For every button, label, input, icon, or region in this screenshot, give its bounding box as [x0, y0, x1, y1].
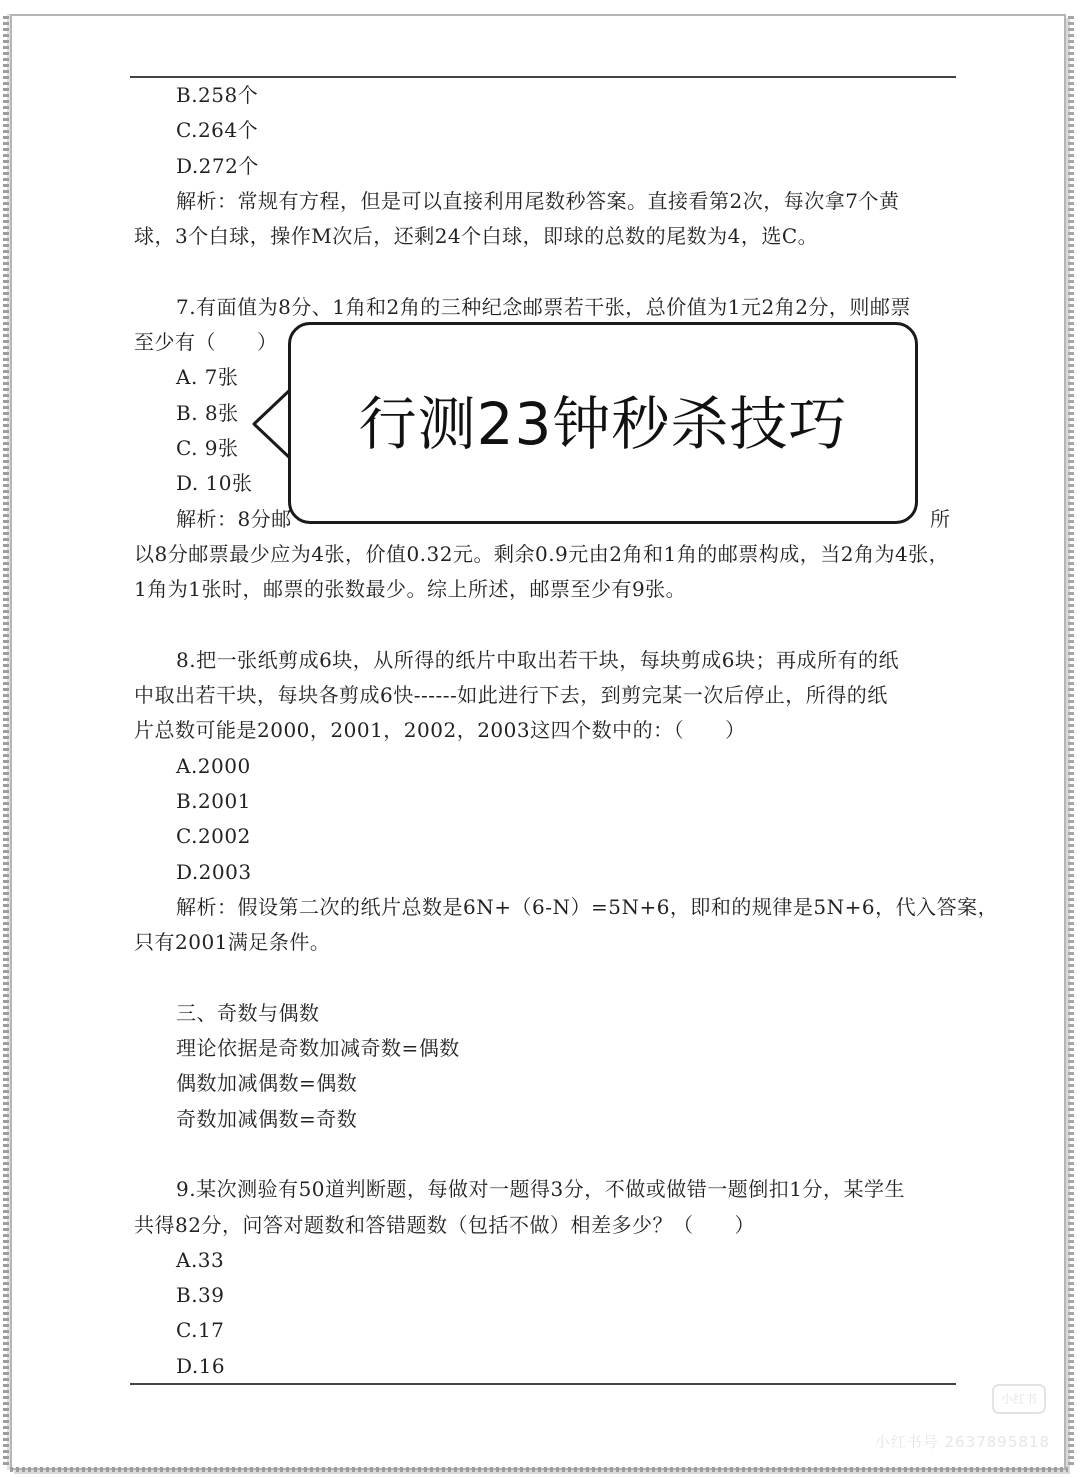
- text-line: [134, 1172, 956, 1207]
- text-line: [134, 1278, 956, 1313]
- text-line: [134, 1031, 956, 1066]
- text-line: [134, 1102, 956, 1137]
- text-line: [134, 1349, 956, 1384]
- text-line: [134, 78, 956, 113]
- text-line-content: 至少有（ ）: [134, 330, 278, 355]
- text-line-content: 偶数加减偶数=偶数: [176, 1071, 358, 1096]
- text-line-content: A.33: [176, 1247, 225, 1272]
- document-body: [134, 78, 999, 1384]
- text-line: [134, 149, 956, 184]
- text-line-content: D. 10张: [176, 471, 253, 496]
- text-line-content: D.272个: [176, 153, 259, 178]
- text-line: [134, 996, 956, 1031]
- text-line-content: B.2001: [176, 788, 251, 813]
- callout-title: 行测23钟秒杀技巧: [358, 390, 848, 458]
- text-line-content: 1角为1张时，邮票的张数最少。综上所述，邮票至少有9张。: [134, 577, 687, 602]
- watermark-logo: 小红书: [992, 1384, 1046, 1414]
- text-line-content: 8.把一张纸剪成6块，从所得的纸片中取出若干块，每块剪成6块；再成所有的纸: [176, 647, 900, 672]
- text-line: [134, 572, 956, 607]
- text-line-content: 9.某次测验有50道判断题，每做对一题得3分，不做或做错一题倒扣1分，某学生: [176, 1177, 905, 1202]
- text-line-content: A. 7张: [176, 365, 239, 390]
- text-line-content: 奇数加减偶数=奇数: [176, 1106, 358, 1131]
- text-line: [134, 678, 956, 713]
- text-line-content: 理论依据是奇数加减奇数=偶数: [176, 1036, 460, 1061]
- text-line: [134, 290, 956, 325]
- text-line-content: B.39: [176, 1283, 225, 1308]
- text-line-content: 解析：8分邮: [176, 506, 292, 531]
- text-line: [134, 713, 956, 748]
- paragraph-gap: [134, 1137, 956, 1172]
- text-line-content: B.258个: [176, 83, 259, 107]
- text-line-content: 三、奇数与偶数: [176, 1000, 320, 1025]
- text-line: [134, 1313, 956, 1348]
- text-line: [134, 537, 956, 572]
- paragraph-gap: [134, 607, 956, 642]
- text-line: [134, 749, 956, 784]
- text-line-content: C. 9张: [176, 435, 239, 460]
- watermark-id: 小红书号 2637895818: [874, 1433, 1050, 1451]
- text-line-content: 球，3个白球，操作M次后，还剩24个白球，即球的总数的尾数为4，选C。: [134, 224, 819, 249]
- text-line: [134, 1208, 956, 1243]
- text-line-content: 解析：假设第二次的纸片总数是6N+（6-N）=5N+6，即和的规律是5N+6，代入答案，: [176, 894, 999, 919]
- text-line: [134, 1243, 956, 1278]
- text-line: [134, 643, 956, 678]
- text-line-content: C.264个: [176, 118, 259, 143]
- text-line-content: 片总数可能是2000，2001，2002，2003这四个数中的：（ ）: [134, 718, 746, 743]
- text-line-content: 只有2001满足条件。: [134, 930, 331, 955]
- text-line-content: 解析：常规有方程，但是可以直接利用尾数秒答案。直接看第2次，每次拿7个黄: [176, 188, 900, 213]
- page-edge-decoration: [10, 1467, 1068, 1472]
- text-line-suffix: 所: [930, 506, 951, 531]
- text-line-content: 共得82分，问答对题数和答错题数（包括不做）相差多少？（ ）: [134, 1212, 755, 1237]
- text-line: [134, 184, 956, 219]
- text-line-content: 以8分邮票最少应为4张，价值0.32元。剩余0.9元由2角和1角的邮票构成，当2角为4张，: [134, 541, 950, 566]
- text-line: [134, 855, 956, 890]
- text-line: [134, 1066, 956, 1101]
- text-line: [134, 219, 956, 254]
- text-line-content: D.2003: [176, 859, 252, 884]
- text-line-content: 7.有面值为8分、1角和2角的三种纪念邮票若干张，总价值为1元2角2分，则邮票: [176, 294, 911, 319]
- paragraph-gap: [134, 254, 956, 289]
- text-line: [134, 113, 956, 148]
- text-line: [134, 925, 956, 960]
- speech-bubble-callout: [288, 322, 918, 524]
- text-line-content: C.17: [176, 1318, 225, 1343]
- text-line: [134, 784, 956, 819]
- text-line-content: 中取出若干块，每块各剪成6快------如此进行下去，到剪完某一次后停止，所得的纸: [134, 683, 888, 708]
- text-line-content: C.2002: [176, 824, 251, 849]
- text-line-content: D.16: [176, 1353, 226, 1378]
- text-line-content: B. 8张: [176, 400, 239, 425]
- text-line-content: A.2000: [176, 753, 251, 778]
- paragraph-gap: [134, 960, 956, 995]
- text-line: [134, 819, 956, 854]
- text-line: [134, 890, 999, 925]
